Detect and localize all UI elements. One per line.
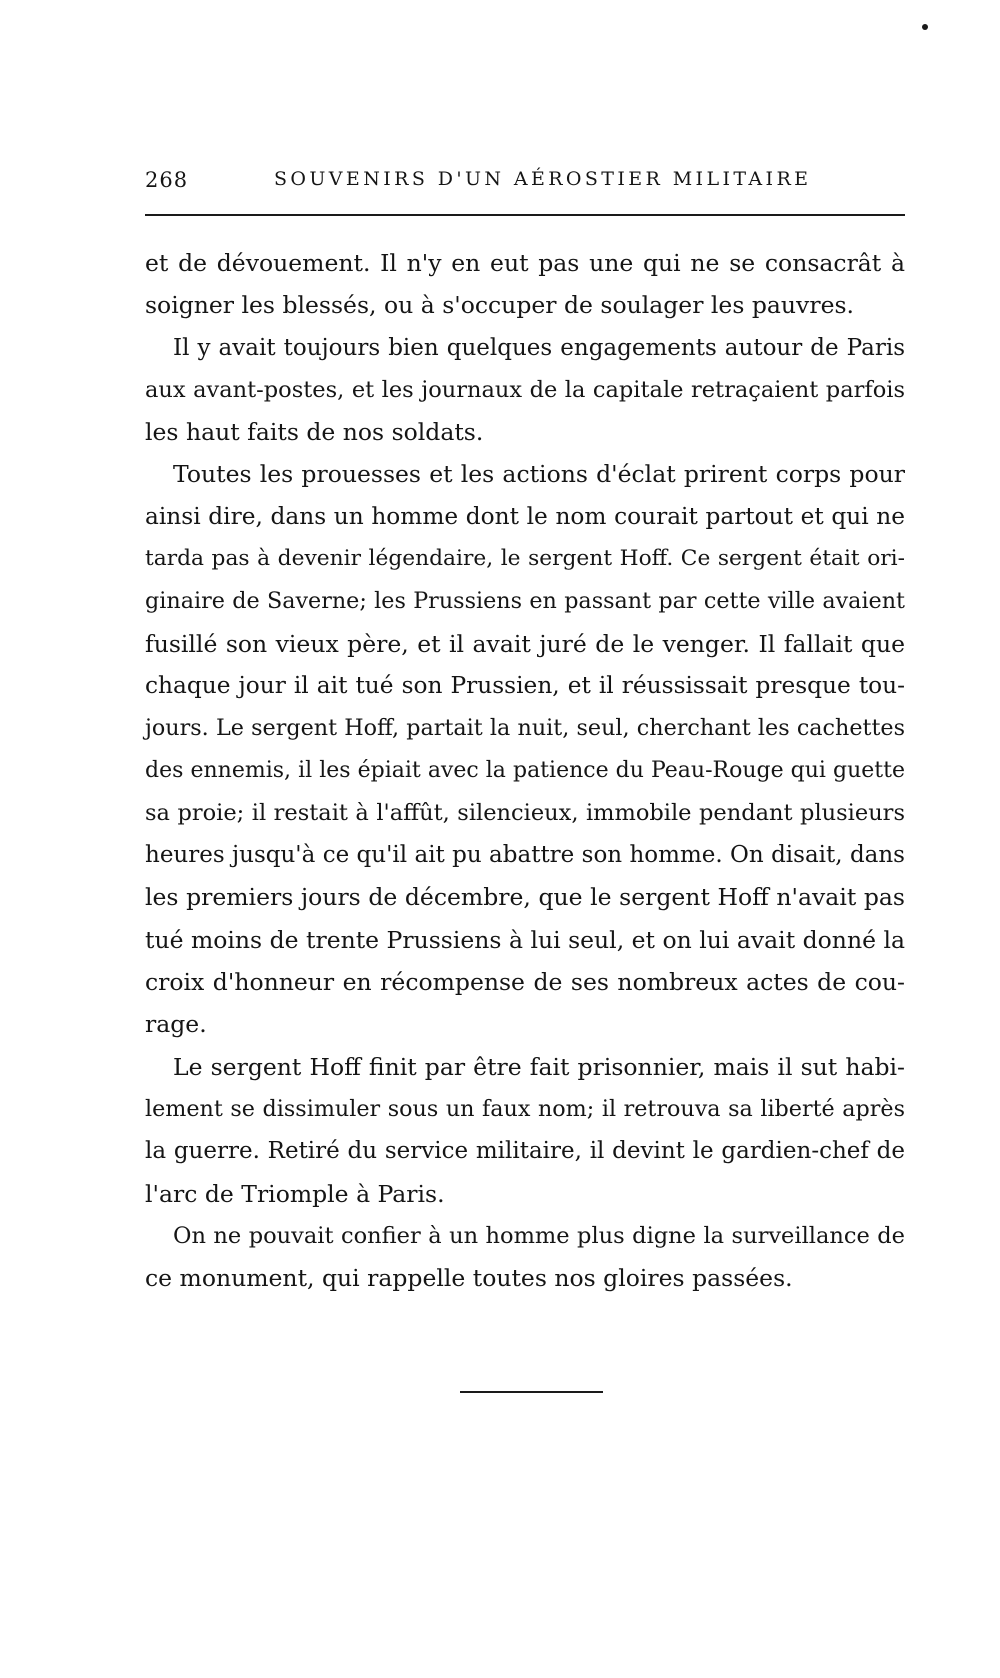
text-line: Il y avait toujours bien quelques engagements autour de Paris <box>173 334 905 361</box>
end-of-chapter-rule <box>460 1391 603 1393</box>
text-line: la guerre. Retiré du service militaire, il devint le gardien-chef de <box>145 1138 905 1165</box>
running-title: SOUVENIRS D'UN AÉROSTIER MILITAIRE <box>274 168 812 190</box>
text-line: aux avant-postes, et les journaux de la capitale retraçaient parfois <box>145 376 905 403</box>
text-line: Le sergent Hoff finit par être fait prisonnier, mais il sut habi- <box>173 1052 905 1081</box>
text-line: soigner les blessés, ou à s'occuper de soulager les pauvres. <box>145 291 855 320</box>
text-line: chaque jour il ait tué son Prussien, et il réussissait presque tou- <box>145 671 905 699</box>
ink-speck <box>922 24 928 30</box>
running-head <box>145 168 905 198</box>
text-line: Toutes les prouesses et les actions d'éclat prirent corps pour <box>173 460 905 489</box>
text-line: les premiers jours de décembre, que le sergent Hoff n'avait pas <box>145 883 905 912</box>
text-line: les haut faits de nos soldats. <box>145 418 484 447</box>
text-line: heures jusqu'à ce qu'il ait pu abattre son homme. On disait, dans <box>145 842 905 869</box>
text-line: ce monument, qui rappelle toutes nos gloires passées. <box>145 1264 793 1293</box>
text-line: fusillé son vieux père, et il avait juré de le venger. Il fallait que <box>145 629 905 658</box>
text-line: tarda pas à devenir légendaire, le sergent Hoff. Ce sergent était ori- <box>145 546 905 572</box>
text-line: jours. Le sergent Hoff, partait la nuit, seul, cherchant les cachettes <box>145 715 905 742</box>
text-line: ainsi dire, dans un homme dont le nom courait partout et qui ne <box>145 502 905 530</box>
text-line: On ne pouvait confier à un homme plus digne la surveillance de <box>173 1222 905 1249</box>
page-number: 268 <box>145 168 189 192</box>
text-line: tué moins de trente Prussiens à lui seul, et on lui avait donné la <box>145 925 905 954</box>
text-line: ginaire de Saverne; les Prussiens en passant par cette ville avaient <box>145 588 905 615</box>
text-line: lement se dissimuler sous un faux nom; il retrouva sa liberté après <box>145 1095 905 1122</box>
body-text <box>145 242 905 1299</box>
text-line: croix d'honneur en récompense de ses nombreux actes de cou- <box>145 968 905 997</box>
text-line: et de dévouement. Il n'y en eut pas une qui ne se consacrât à <box>145 249 905 277</box>
text-line: sa proie; il restait à l'affût, silencieux, immobile pendant plusieurs <box>145 799 905 826</box>
text-line: des ennemis, il les épiait avec la patience du Peau-Rouge qui guette <box>145 757 905 783</box>
header-rule <box>145 214 905 216</box>
text-line: l'arc de Triomple à Paris. <box>145 1179 445 1208</box>
text-line: rage. <box>145 1010 207 1039</box>
